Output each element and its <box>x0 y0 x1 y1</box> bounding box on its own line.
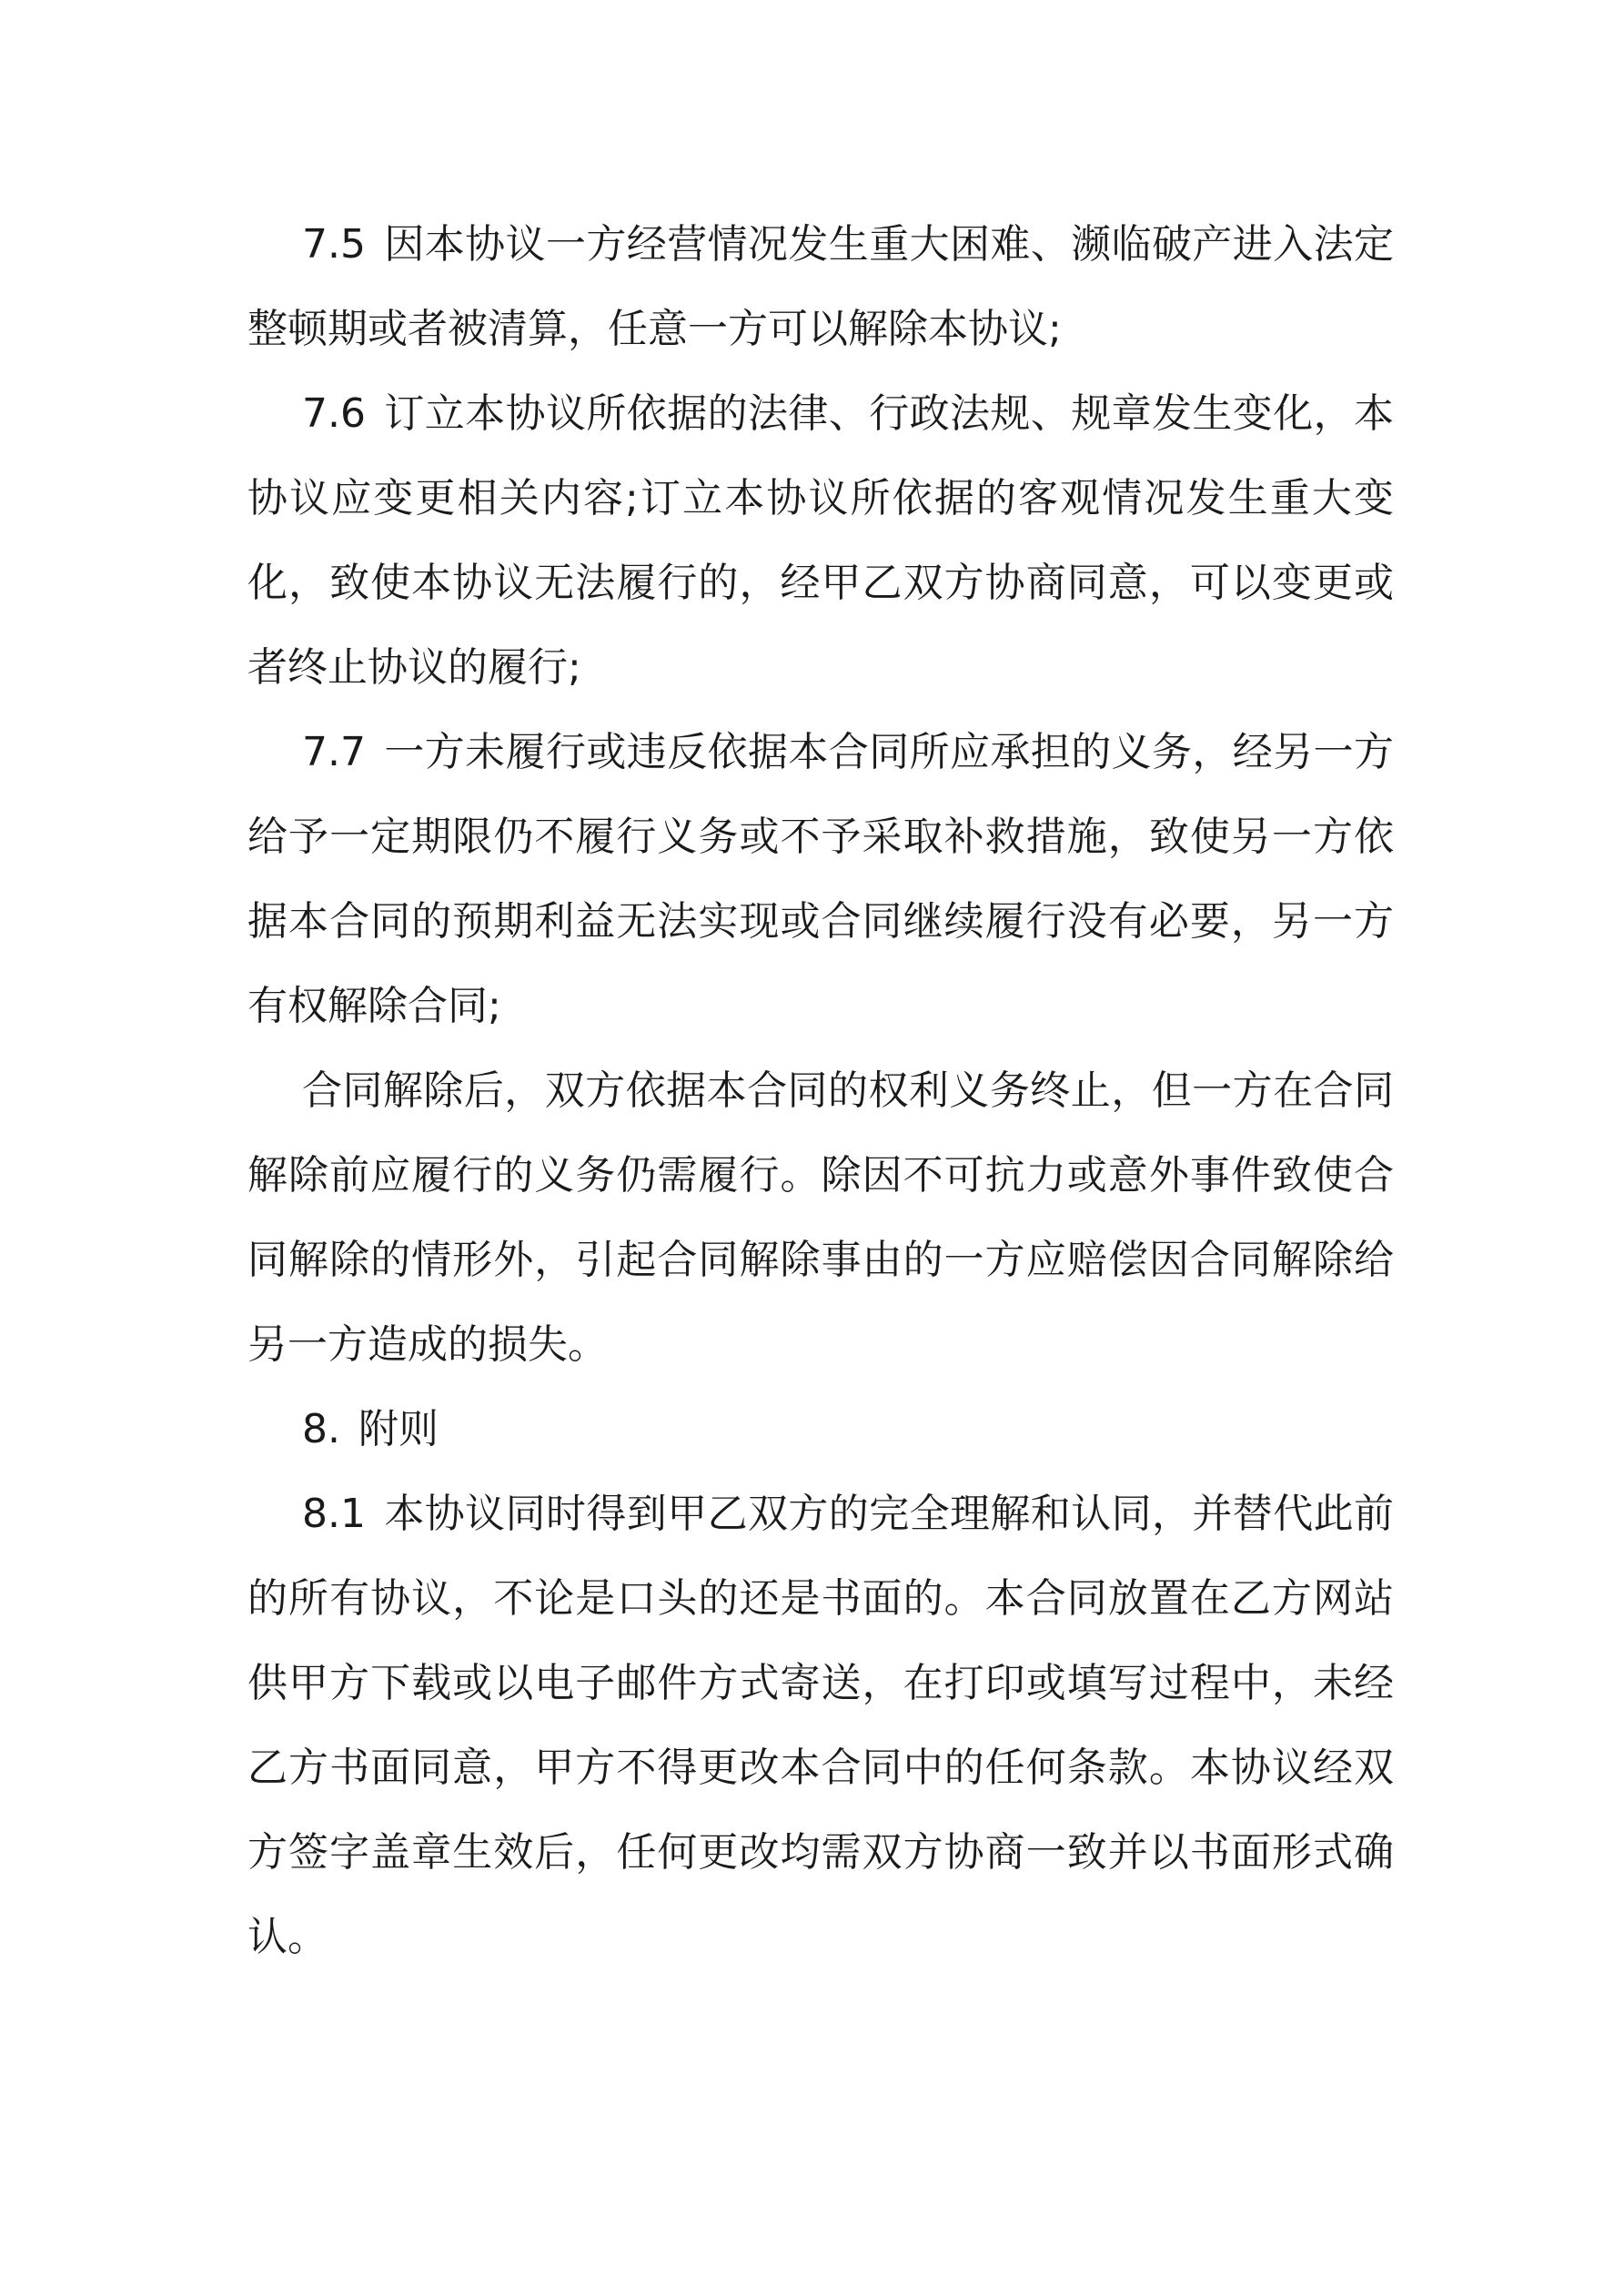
clause-text: 一方未履行或违反依据本合同所应承担的义务，经另一方给予一定期限仍不履行义务或不予采取补救措施，致使另一方依据本合同的预期利益无法实现或合同继续履行没有必要，另一方有权解除合同; <box>247 729 1394 1029</box>
document-body <box>247 202 1394 1979</box>
clause-7-6 <box>247 371 1394 710</box>
clause-7-7 <box>247 710 1394 1048</box>
clause-7-5 <box>247 202 1394 371</box>
clause-number: 7.6 <box>302 390 366 437</box>
clause-text: 订立本协议所依据的法律、行政法规、规章发生变化，本协议应变更相关内容;订立本协议所依据的客观情况发生重大变化，致使本协议无法履行的，经甲乙双方协商同意，可以变更或者终止协议的履行; <box>247 390 1394 691</box>
clause-number: 7.5 <box>302 221 366 268</box>
termination-consequences-paragraph <box>247 1048 1394 1387</box>
clause-text: 本协议同时得到甲乙双方的完全理解和认同，并替代此前的所有协议，不论是口头的还是书面的。本合同放置在乙方网站供甲方下载或以电子邮件方式寄送，在打印或填写过程中，未经乙方书面同意，甲方不得更改本合同中的任何条款。本协议经双方签字盖章生效后，任何更改均需双方协商一致并以书面形式确认。 <box>247 1491 1394 1960</box>
section-number: 8. <box>302 1406 340 1452</box>
clause-number: 7.7 <box>302 729 366 775</box>
section-title: 附则 <box>358 1406 439 1452</box>
clause-text: 因本协议一方经营情况发生重大困难、濒临破产进入法定整顿期或者被清算，任意一方可以解除本协议; <box>247 221 1394 352</box>
clause-8-1 <box>247 1472 1394 1979</box>
section-8-heading <box>247 1387 1394 1472</box>
paragraph-text: 合同解除后，双方依据本合同的权利义务终止，但一方在合同解除前应履行的义务仍需履行。除因不可抗力或意外事件致使合同解除的情形外，引起合同解除事由的一方应赔偿因合同解除给另一方造成的损失。 <box>247 1067 1394 1368</box>
clause-number: 8.1 <box>302 1491 366 1537</box>
